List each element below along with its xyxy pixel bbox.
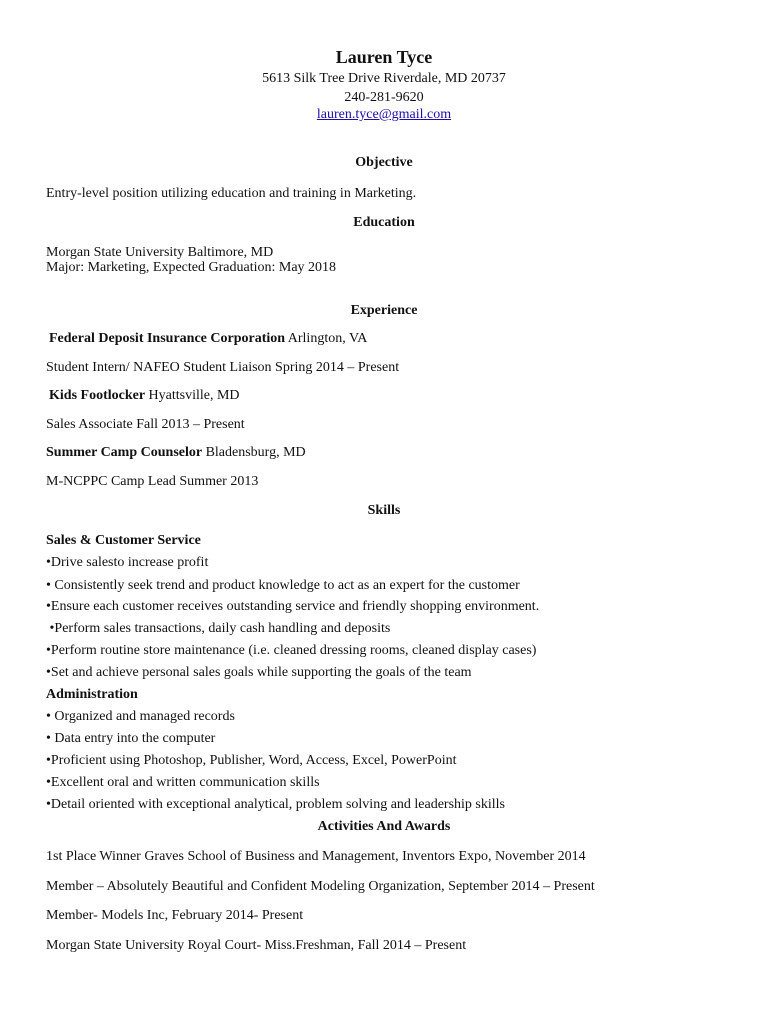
skill-item: •Set and achieve personal sales goals while supporting the goals of the team [46, 665, 472, 680]
job-employer-line [49, 388, 240, 404]
skill-item: • Data entry into the computer [46, 731, 216, 746]
email-link-row [0, 107, 768, 123]
job-employer-line [49, 331, 367, 347]
job-location: Bladensburg, MD [202, 445, 306, 460]
address: 5613 Silk Tree Drive Riverdale, MD 20737 [262, 71, 506, 86]
objective-text: Entry-level position utilizing education and training in Marketing. [46, 186, 417, 201]
skill-item: •Drive salesto increase profit [46, 555, 209, 570]
job-role: Student Intern/ NAFEO Student Liaison Spring 2014 – Present [46, 360, 400, 375]
job-location: Arlington, VA [285, 331, 368, 346]
skill-item: •Detail oriented with exceptional analytical, problem solving and leadership skills [46, 797, 505, 812]
skill-item: •Proficient using Photoshop, Publisher, Word, Access, Excel, PowerPoint [46, 753, 457, 768]
skills-heading: Skills [367, 503, 401, 518]
candidate-name: Lauren Tyce [335, 47, 433, 67]
experience-heading: Experience [350, 303, 418, 318]
education-major: Major: Marketing, Expected Graduation: May 2018 [46, 260, 337, 275]
education-heading: Education [353, 215, 415, 230]
skill-item: • Consistently seek trend and product knowledge to act as an expert for the customer [46, 578, 520, 593]
phone: 240-281-9620 [344, 90, 424, 105]
skill-item: •Ensure each customer receives outstanding service and friendly shopping environment. [46, 599, 540, 614]
job-employer: Federal Deposit Insurance Corporation [49, 331, 286, 346]
activity-item: Morgan State University Royal Court- Miss.Freshman, Fall 2014 – Present [46, 938, 467, 953]
skills-sales-title: Sales & Customer Service [46, 533, 201, 548]
skill-item: •Excellent oral and written communication skills [46, 775, 320, 790]
activity-item: Member – Absolutely Beautiful and Confident Modeling Organization, September 2014 – Present [46, 879, 595, 894]
education-school: Morgan State University Baltimore, MD [46, 245, 274, 260]
job-role: M-NCPPC Camp Lead Summer 2013 [46, 474, 259, 489]
job-location: Hyattsville, MD [145, 388, 240, 403]
job-employer: Summer Camp Counselor [46, 445, 203, 460]
activities-heading: Activities And Awards [317, 819, 451, 834]
objective-heading: Objective [355, 155, 413, 170]
job-role: Sales Associate Fall 2013 – Present [46, 417, 245, 432]
skill-item: • Organized and managed records [46, 709, 235, 724]
email-link[interactable]: lauren.tyce@gmail.com [316, 107, 452, 122]
skills-admin-title: Administration [46, 687, 138, 702]
skill-item: •Perform routine store maintenance (i.e. cleaned dressing rooms, cleaned display cases) [46, 643, 537, 658]
skill-item: •Perform sales transactions, daily cash handling and deposits [46, 621, 391, 636]
activity-item: Member- Models Inc, February 2014- Present [46, 908, 304, 923]
job-employer-line [46, 445, 306, 461]
job-employer: Kids Footlocker [49, 388, 146, 403]
activity-item: 1st Place Winner Graves School of Business and Management, Inventors Expo, November 2014 [46, 849, 586, 864]
